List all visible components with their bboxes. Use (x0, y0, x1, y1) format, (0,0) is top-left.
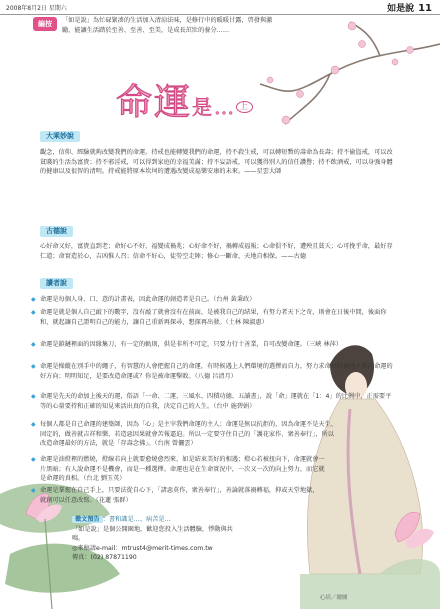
editor-note-badge: 編按 (33, 17, 57, 31)
section-label-readers: 讀者說 (40, 278, 73, 289)
reader-item: ◆ 命運是先天的命加上後天的運，俗語「一命、二運、三風水、四積功德、五讀書」，說「命」運就在「1：4」的比例中，正需要平等的心量要持和正確的知見來活出真的自我，決定自己的人生。（台中 施碧娟） (40, 392, 394, 411)
submission-invite: 「如是說」是個公開園地，歡迎您投入生活體驗，悸動與共鳴。 (72, 525, 233, 543)
submission-topic-line (72, 515, 240, 525)
illustration-credit: 心培／繪圖 (320, 595, 348, 601)
reader-item: ◆ 命運是油燈裡的燃燒，燈線若向上就要愈燒愈烈來，如是結束美好的相遇；燈心若被扭向下，命運就會一片黑暗；有人說命運不是機會，而是一種選擇。命運也是在生命實況中，一次又一次的向上努力，而它就是命運的真相。（台北 劉玉英） (40, 455, 330, 484)
section-label-dharma: 大乘妙說 (40, 131, 80, 142)
reader-item: ◆ 命運是每個人身、口、意的計畫表，因此命運的創造者是自己。（台州 黃秉政） (40, 295, 394, 305)
submission-email: ◎來稿請e-mail：mtrust4@merit-times.com.tw (72, 544, 213, 552)
reader-item: ◆ 每個人都是自己命運的建築師，因為「心」是主宰我們命運的主人；命運是無以抗拒的，因為命運不是天生、固定的，做善就吉祥和樂、若造惡因果就會苦報逼迫。所以一定要守住自己的「護花家作、衆善奉行」，所以改造命運最好的方法，就是「存壽念佛」。（台南 曾儷雲） (40, 420, 340, 449)
reader-item: ◆ 命運是掌握在自己手上，只要法從自心下，「諸惡莫作，衆善奉行」，善論就落禍轉福，抑或天堂地獄，就創可以任意改寫。（花蓮 張群） (40, 486, 320, 505)
submission-tag: 徵文預告 (72, 516, 103, 523)
column-brand (387, 1, 432, 14)
section-label-ancients: 古德說 (40, 226, 73, 237)
title-suffix: 是… (192, 95, 237, 119)
reader-item: ◆ 命運是就是個人自己敲下的數字，沒有敲了就會沒有在前面，是被我自己的結果，有努力者天下之奇，則會在日後中間，後面你和，就起讓自己證明自己的能力，讓自己重新再探尋，想探再出發。（土林 陳淑惠） (40, 308, 394, 327)
submission-fax: 傳真：(02) 87871190 (72, 554, 137, 562)
section-ancients-text: 心好命又好，富貴直到老；命好心不好，福變成禍兆；心好命不好，禍轉成福報；心命俱不好，遭殃且貧夭；心可挽乎命，最好存仁道；命實造於心，吉凶惟人召；信命不好心，徒勞空走陣；修心一斷命，天地自相保。——古德 (40, 243, 393, 260)
editor-note-text: 「如是說」為忙碌緊湊的生活加入清涼法味，是修行中的暖暖甘露，啓發與激勵，能讓生活踏於至善、至善、至美，是成長茁壯的養分…… (62, 17, 273, 34)
title-main: 命運 (116, 82, 193, 123)
reader-item: ◆ 命運是操縱在別手中的繩子，有智慧的人會把握自己的命運，有時候遇上人們環境的選擇而自力，努力求命好時被他人推向命運的好方向；明明知足，是要改造命運或？你是被命運擊敗。（八德 呂清月） (40, 362, 394, 381)
reader-item: ◆ 命運是鎖鏈裡面的因緣集刀，有一定的軌則，供是非所不可定，只要力行十善業，自可改變命運。（三峽 林萍） (40, 340, 394, 350)
issue-date: 2008年8月2日 星期六 (6, 5, 67, 12)
volume-badge: 上 (236, 101, 253, 113)
page-title (116, 74, 253, 125)
submission-topics: ：書和識是…、病苦是… (102, 516, 171, 523)
section-dharma-text: 觀念，信仰、經驗就夠改變我們的命運。持戒也能轉變我們的命運，持不殺生戒，可以轉短暫的壽命為長壽；持不偷盜戒，可以改貧賤的生活為富貴；持不邪淫戒，可以得到家庭的幸福美滿；持不妄語戒，可以獲得別人的信任讚譽；持不飲酒戒，可以身強身體的健康以及很智的清明。持戒能將原本坎坷的遭遇改變成福樂安康的未來。——星雲大師 (40, 149, 393, 176)
page-number: 11 (418, 3, 432, 14)
submission-notice (72, 515, 240, 567)
brand-name: 如是說 (387, 4, 415, 14)
